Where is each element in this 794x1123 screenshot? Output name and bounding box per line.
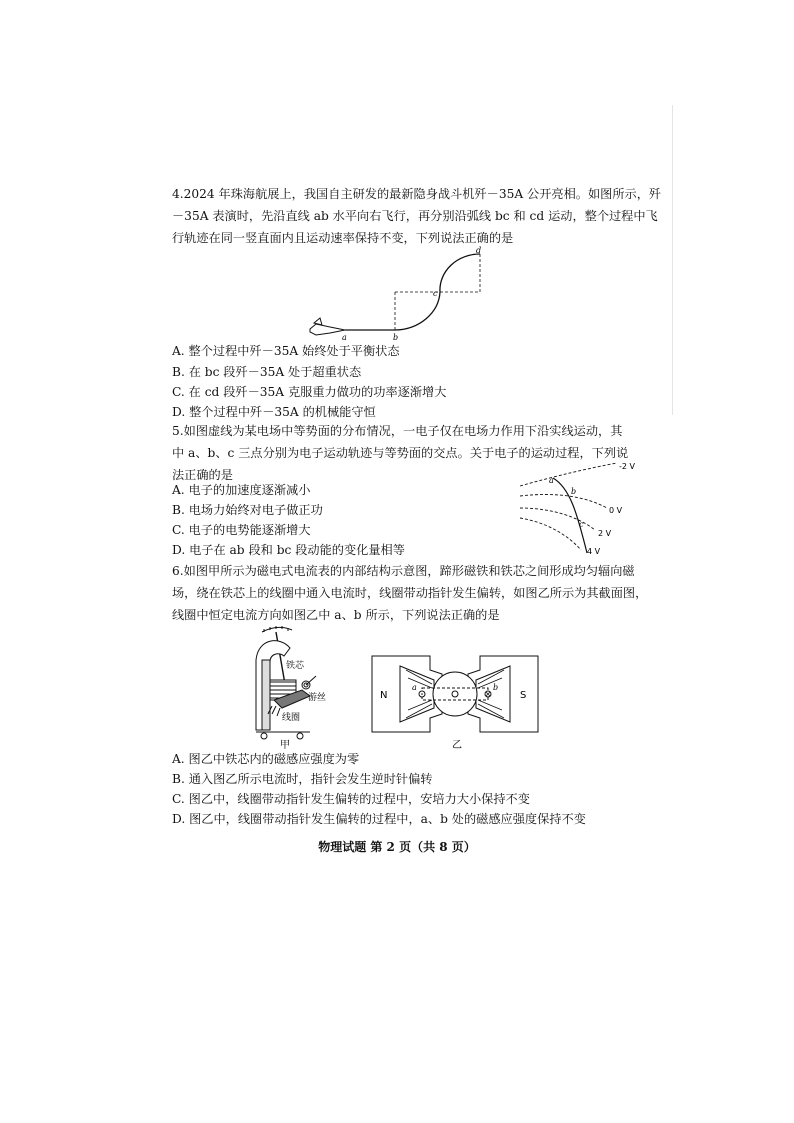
q4-trajectory-figure xyxy=(300,244,500,344)
q4-line-3: 行轨迹在同一竖直面内且运动速率保持不变，下列说法正确的是 xyxy=(172,231,514,245)
page-footer: 物理试题 第 2 页（共 8 页） xyxy=(318,840,476,854)
current-in-icon xyxy=(485,691,491,697)
q5-option-c: C. 电子的电势能逐渐增大 xyxy=(172,523,311,537)
q6-line-3: 线圈中恒定电流方向如图乙中 a、b 所示，下列说法正确的是 xyxy=(172,608,500,622)
cross-section xyxy=(372,656,538,732)
label-N: N xyxy=(380,690,388,701)
q6-figure-yi xyxy=(370,652,540,752)
q5-option-b: B. 电场力始终对电子做正功 xyxy=(172,503,323,517)
q5-line-1: 5.如图虚线为某电场中等势面的分布情况，一电子仅在电场力作用下沿实线运动，其 xyxy=(172,424,623,438)
q6-line-1: 6.如图甲所示为磁电式电流表的内部结构示意图，蹄形磁铁和铁芯之间形成均匀辐向磁 xyxy=(172,564,635,578)
q6-option-c: C. 图乙中，线圈带动指针发生偏转的过程中，安培力大小保持不变 xyxy=(172,792,530,806)
question-4-stem xyxy=(172,183,661,249)
construction-lines xyxy=(395,254,480,330)
q4-line-1: 4.2024 年珠海航展上，我国自主研发的最新隐身战斗机歼－35A 公开亮相。如图所示，歼 xyxy=(172,187,662,201)
q4-option-c: C. 在 cd 段歼－35A 克服重力做功的功率逐渐增大 xyxy=(172,385,447,399)
q6-option-a: A. 图乙中铁芯内的磁感应强度为零 xyxy=(172,752,360,766)
label-minus-2v: -2 V xyxy=(619,462,635,471)
q5-equipotential-figure xyxy=(515,458,640,558)
label-4v: 4 V xyxy=(587,547,601,556)
q4-option-a: A. 整个过程中歼－35A 始终处于平衡状态 xyxy=(172,344,400,358)
q6-option-d: D. 图乙中，线圈带动指针发生偏转的过程中，a、b 处的磁感应强度保持不变 xyxy=(172,812,586,826)
label-b: b xyxy=(393,333,399,342)
q4-line-2: －35A 表演时，先沿直线 ab 水平向右飞行，再分别沿弧线 bc 和 cd 运动，整个过程中飞 xyxy=(172,209,658,223)
q5-option-a: A. 电子的加速度逐渐减小 xyxy=(172,483,311,497)
label-d: d xyxy=(476,246,482,255)
question-6-stem xyxy=(172,560,647,626)
label-yi: 乙 xyxy=(452,740,462,751)
jet-icon xyxy=(310,318,345,335)
label-jia: 甲 xyxy=(280,740,290,750)
q5-line-3: 法正确的是 xyxy=(172,468,233,482)
electron-trajectory xyxy=(553,478,587,553)
label-0v: 0 V xyxy=(609,506,623,515)
q5-line-2: 中 a、b、c 三点分别为电子运动轨迹与等势面的交点。关于电子的运动过程，下列说 xyxy=(172,446,629,460)
path-cd xyxy=(440,254,480,292)
q4-option-d: D. 整个过程中歼－35A 的机械能守恒 xyxy=(172,405,376,419)
label-2v: 2 V xyxy=(598,529,612,538)
page-edge-line xyxy=(672,105,673,415)
label-a: a xyxy=(342,333,347,342)
label-b: b xyxy=(571,487,577,496)
q4-option-b: B. 在 bc 段歼－35A 处于超重状态 xyxy=(172,365,362,379)
label-c: c xyxy=(433,289,438,298)
label-a: a xyxy=(549,476,554,485)
q6-figure-jia xyxy=(240,620,340,750)
label-b: b xyxy=(493,683,499,692)
label-a: a xyxy=(412,683,417,692)
label-c: c xyxy=(579,520,584,529)
q6-option-b: B. 通入图乙所示电流时，指针会发生逆时针偏转 xyxy=(172,772,433,786)
q6-line-2: 场，绕在铁芯上的线圈中通入电流时，线圈带动指针发生偏转，如图乙所示为其截面图， xyxy=(172,586,648,600)
label-coil: 线圈 xyxy=(282,713,301,723)
label-iron-core: 铁芯 xyxy=(286,661,305,671)
q5-option-d: D. 电子在 ab 段和 bc 段动能的变化量相等 xyxy=(172,543,405,557)
label-S: S xyxy=(520,690,527,701)
label-hairspring: 游丝 xyxy=(308,693,327,703)
